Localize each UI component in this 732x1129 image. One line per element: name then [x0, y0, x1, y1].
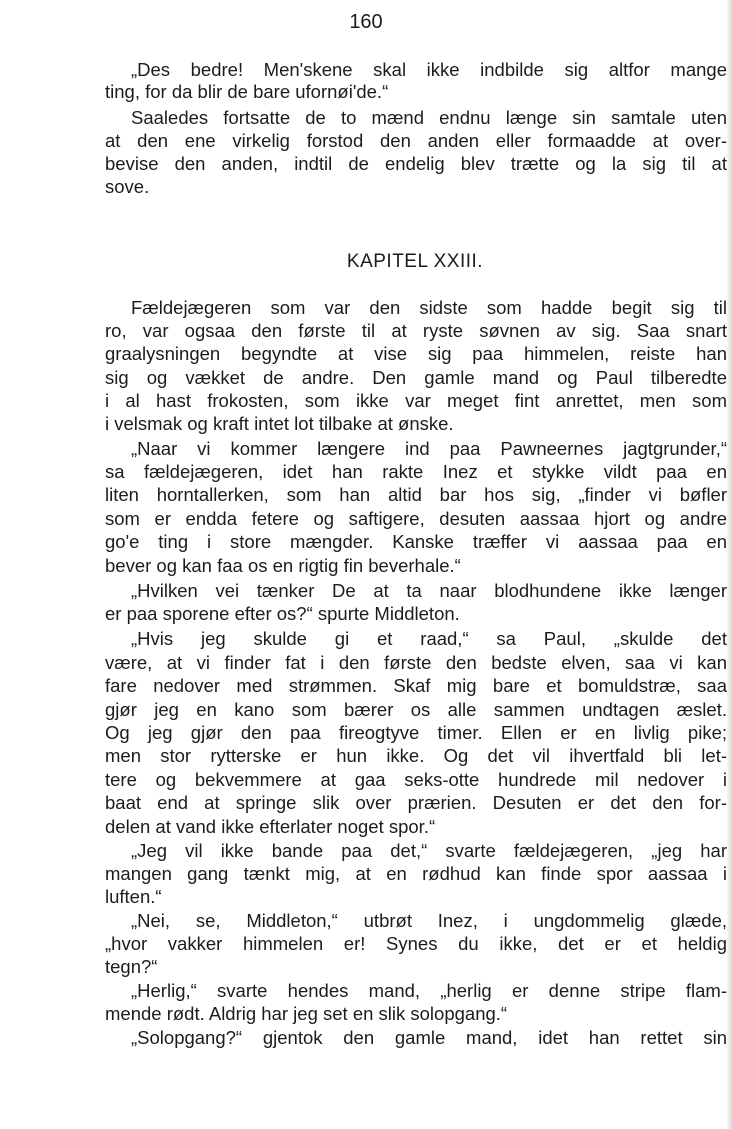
text-line: men stor rytterske er hun ikke. Og det vil ihvertfald bli let-	[105, 745, 727, 766]
text-line: luften.“	[105, 886, 162, 907]
text-line: være, at vi finder fat i den første den bedste elven, saa vi kan	[105, 652, 727, 673]
text-line: Fældejægeren som var den sidste som hadde begit sig til	[131, 297, 727, 318]
text-line: „Hvis jeg skulde gi et raad,“ sa Paul, „skulde det	[131, 628, 727, 649]
text-line: go'e ting i store mængder. Kanske træffer vi aassaa paa en	[105, 531, 727, 552]
text-line: Og jeg gjør den paa fireogtyve timer. Ellen er en livlig pike;	[105, 722, 727, 743]
text-line: ting, for da blir de bare ufornøi'de.“	[105, 81, 389, 102]
text-line: „Hvilken vei tænker De at ta naar blodhundene ikke længer	[131, 580, 727, 601]
text-line: sig og vækket de andre. Den gamle mand og Paul tilberedte	[105, 367, 727, 388]
text-line: at den ene virkelig forstod den anden eller formaadde at over-	[105, 130, 727, 151]
text-line: fare nedover med strømmen. Skaf mig bare et bomuldstræ, saa	[105, 675, 727, 696]
text-line: Saaledes fortsatte de to mænd endnu længe sin samtale uten	[131, 107, 727, 128]
page-number: 160	[349, 11, 383, 33]
text-line: i velsmak og kraft intet lot tilbake at ønske.	[105, 413, 454, 434]
text-line: er paa sporene efter os?“ spurte Middleton.	[105, 603, 460, 624]
text-line: bevise den anden, indtil de endelig blev trætte og la sig til at	[105, 153, 727, 174]
text-line: gjør jeg en kano som bærer os alle sammen undtagen æslet.	[105, 699, 727, 720]
text-line: „Jeg vil ikke bande paa det,“ svarte fældejægeren, „jeg har	[131, 840, 727, 861]
text-line: „Herlig,“ svarte hendes mand, „herlig er denne stripe flam-	[131, 980, 727, 1001]
text-line: delen at vand ikke efterlater noget spor.“	[105, 816, 436, 837]
chapter-heading: KAPITEL XXIII.	[346, 251, 484, 272]
text-line: „Solopgang?“ gjentok den gamle mand, idet han rettet sin	[131, 1027, 727, 1048]
text-line: liten horntallerken, som han altid bar hos sig, „finder vi bøfler	[105, 484, 727, 505]
text-line: sove.	[105, 176, 150, 197]
text-line: tegn?“	[105, 956, 158, 977]
text-line: „Des bedre! Men'skene skal ikke indbilde sig altfor mange	[131, 59, 727, 80]
text-line: i al hast frokosten, som ikke var meget fint anrettet, men som	[105, 390, 727, 411]
text-line: ro, var ogsaa den første til at ryste søvnen av sig. Saa snart	[105, 320, 727, 341]
text-line: mende rødt. Aldrig har jeg set en slik solopgang.“	[105, 1003, 508, 1024]
text-line: mangen gang tænkt mig, at en rødhud kan finde spor aassaa i	[105, 863, 727, 884]
text-line: „Nei, se, Middleton,“ utbrøt Inez, i ungdommelig glæde,	[131, 910, 727, 931]
text-line: bever og kan faa os en rigtig fin beverhale.“	[105, 555, 461, 576]
text-line: „hvor vakker himmelen er! Synes du ikke, det er et heldig	[105, 933, 727, 954]
text-line: graalysningen begyndte at vise sig paa himmelen, reiste han	[105, 343, 727, 364]
text-line: baat end at springe slik over prærien. Desuten er det den for-	[105, 792, 727, 813]
text-line: som er endda fetere og saftigere, desuten aassaa hjort og andre	[105, 508, 727, 529]
text-line: „Naar vi kommer længere ind paa Pawneernes jagtgrunder,“	[131, 438, 727, 459]
text-line: tere og bekvemmere at gaa seks-otte hundrede mil nedover i	[105, 769, 727, 790]
text-line: sa fældejægeren, idet han rakte Inez et stykke vildt paa en	[105, 461, 727, 482]
